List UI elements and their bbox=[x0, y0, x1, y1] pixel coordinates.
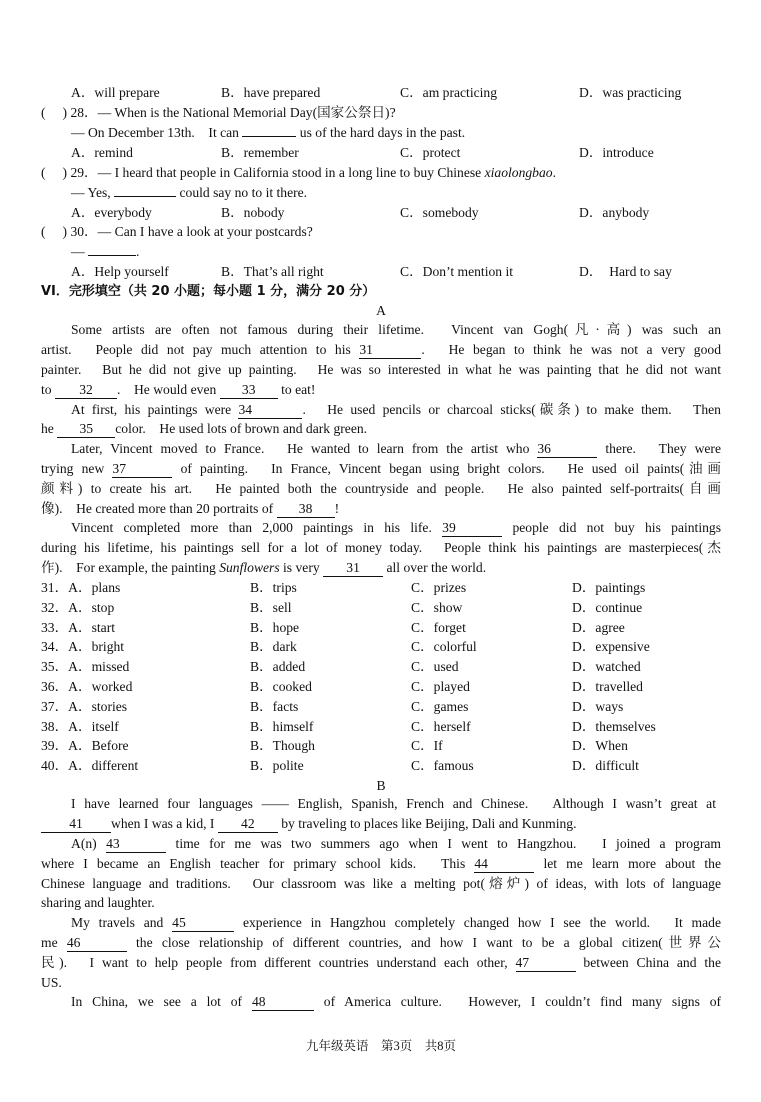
q30-answer: — . bbox=[71, 244, 140, 259]
passage-a-line-9: 颜料) to create his art. He painted both the countryside and people. He also painted self-portraits(自画 bbox=[41, 481, 721, 496]
blank-42[interactable]: 42 bbox=[218, 816, 278, 833]
blank-34[interactable]: 34 bbox=[238, 402, 302, 419]
passage-a-line-3: painter. But he did not give up painting. He was so interested in what he was painting that he did not want bbox=[41, 362, 721, 377]
passage-b-line-5: Chinese language and traditions. Our classroom was like a melting pot(熔炉) of ideas, with lots of language bbox=[41, 876, 721, 891]
page-footer: 九年级英语 第3页 共8页 bbox=[305, 1039, 456, 1053]
passage-b-label: B bbox=[376, 778, 386, 793]
choice-row: 35．A．missed B．added C．used D．watched bbox=[41, 659, 641, 674]
choice-row: 37．A．stories B．facts C．games D．ways bbox=[41, 699, 624, 714]
q30-question: ( ) 30．— Can I have a look at your postcards? bbox=[41, 224, 313, 239]
blank-31[interactable]: 31 bbox=[359, 342, 421, 359]
choice-row: 31．A．plans B．trips C．prizes D．paintings bbox=[41, 580, 646, 595]
blank-45[interactable]: 45 bbox=[172, 915, 234, 932]
q30-options bbox=[41, 262, 721, 282]
q30-option-a: A．Help yourself bbox=[71, 264, 169, 279]
q28-question: ( ) 28．— When is the National Memorial Day(国家公祭日)? bbox=[41, 105, 396, 120]
q27-option-c: C．am practicing bbox=[400, 85, 498, 100]
blank-43[interactable]: 43 bbox=[106, 836, 166, 853]
passage-b-line-8: me 46 the close relationship of different countries, and how I want to be a global citizen(世界公 bbox=[41, 935, 721, 950]
blank-35[interactable]: 35 bbox=[57, 421, 115, 438]
q29-option-d: D．anybody bbox=[579, 205, 650, 220]
passage-a-line-10: 像). He created more than 20 portraits of 38 ! bbox=[41, 501, 340, 516]
q27-option-a: A．will prepare bbox=[71, 85, 160, 100]
passage-b-line-10: US. bbox=[41, 975, 62, 990]
q28-option-d: D．introduce bbox=[579, 145, 654, 160]
q28-answer: — On December 13th. It can us of the hard days in the past. bbox=[71, 125, 466, 140]
passage-b-line-6: sharing and laughter. bbox=[41, 895, 155, 910]
blank-33[interactable]: 33 bbox=[220, 382, 278, 399]
blank-38[interactable]: 38 bbox=[277, 501, 335, 518]
passage-b-line-4: where I became an English teacher for primary school kids. This 44 let me learn more about the bbox=[41, 856, 721, 871]
passage-b-line-3: A(n) 43 time for me was two summers ago when I went to Hangzhou. I joined a program bbox=[71, 836, 721, 851]
passage-a-line-12: during his lifetime, his paintings sell for a lot of money today. People think his paintings are masterpieces(杰 bbox=[41, 540, 721, 555]
q27-option-b: B．have prepared bbox=[221, 85, 321, 100]
q30-option-c: C．Don’t mention it bbox=[400, 264, 514, 279]
choice-row: 39．A．Before B．Though C．If D．When bbox=[41, 738, 628, 753]
section-heading: VI．完形填空（共 20 小题；每小题 1 分，满分 20 分） bbox=[41, 284, 376, 299]
q30-option-b: B．That’s all right bbox=[221, 264, 324, 279]
q29-question: ( ) 29．— I heard that people in California stood in a long line to buy Chinese xiaolongbao. bbox=[41, 165, 556, 180]
blank-48[interactable]: 48 bbox=[252, 994, 314, 1011]
passage-a-line-6: he 35 color. He used lots of brown and dark green. bbox=[41, 421, 368, 436]
blank-31-repeat[interactable]: 31 bbox=[323, 560, 383, 577]
q30-option-d: D． Hard to say bbox=[579, 264, 672, 279]
q29-option-c: C．somebody bbox=[400, 205, 479, 220]
blank-36[interactable]: 36 bbox=[537, 441, 597, 458]
choice-row: 36．A．worked B．cooked C．played D．travelled bbox=[41, 679, 643, 694]
passage-a-line-7: Later, Vincent moved to France. He wanted to learn from the artist who 36 there. They were bbox=[71, 441, 721, 456]
blank-47[interactable]: 47 bbox=[516, 955, 576, 972]
q29-blank[interactable] bbox=[114, 196, 176, 197]
blank-44[interactable]: 44 bbox=[474, 856, 534, 873]
choice-row: 40．A．different B．polite C．famous D．difficult bbox=[41, 758, 639, 773]
passage-b-line-2: 41 when I was a kid, I 42 by traveling to places like Beijing, Dali and Kunming. bbox=[41, 814, 721, 834]
choice-row: 32．A．stop B．sell C．show D．continue bbox=[41, 600, 643, 615]
blank-41[interactable]: 41 bbox=[41, 816, 111, 833]
q27-options bbox=[41, 83, 721, 103]
choice-row: 33．A．start B．hope C．forget D．agree bbox=[41, 620, 625, 635]
q28-blank[interactable] bbox=[242, 136, 296, 137]
passage-b-line-7: My travels and 45 experience in Hangzhou completely changed how I see the world. It made bbox=[71, 915, 721, 930]
passage-a-line-2: artist. People did not pay much attention to his 31 . He began to think he was not a very good bbox=[41, 342, 721, 357]
choice-row: 34．A．bright B．dark C．colorful D．expensive bbox=[41, 639, 650, 654]
choice-row: 38．A．itself B．himself C．herself D．themselves bbox=[41, 719, 656, 734]
blank-39[interactable]: 39 bbox=[442, 520, 502, 537]
passage-a-line-1: Some artists are often not famous during their lifetime. Vincent van Gogh(凡·高) was such an bbox=[71, 322, 721, 337]
q27-option-d: D．was practicing bbox=[579, 85, 682, 100]
passage-a-label: A bbox=[376, 303, 386, 318]
passage-b-line-1: I have learned four languages —— English, Spanish, French and Chinese. Although I wasn’t great at bbox=[71, 796, 716, 811]
q28-option-c: C．protect bbox=[400, 145, 461, 160]
blank-32[interactable]: 32 bbox=[55, 382, 117, 399]
blank-46[interactable]: 46 bbox=[67, 935, 127, 952]
passage-a-line-4: to 32 . He would even 33 to eat! bbox=[41, 382, 316, 397]
q29-option-b: B．nobody bbox=[221, 205, 285, 220]
q29-answer: — Yes, could say no to it there. bbox=[71, 185, 308, 200]
passage-a-line-13: 作). For example, the painting Sunflowers is very 31 all over the world. bbox=[41, 560, 487, 575]
q28-option-a: A．remind bbox=[71, 145, 133, 160]
q28-options bbox=[41, 143, 721, 163]
passage-a-line-11: Vincent completed more than 2,000 paintings in his life. 39 people did not buy his paintings bbox=[71, 520, 721, 535]
passage-a-line-5: At first, his paintings were 34 . He used pencils or charcoal sticks(碳条) to make them. Then bbox=[71, 402, 721, 417]
passage-a-line-8: trying new 37 of painting. In France, Vincent began using bright colors. He used oil paints(油画 bbox=[41, 461, 721, 476]
passage-b-line-9: 民). I want to help people from different countries understand each other, 47 between China and the bbox=[41, 955, 721, 970]
q28-option-b: B．remember bbox=[221, 145, 299, 160]
blank-37[interactable]: 37 bbox=[112, 461, 172, 478]
q29-options bbox=[41, 203, 721, 223]
q29-option-a: A．everybody bbox=[71, 205, 152, 220]
q30-blank[interactable] bbox=[88, 255, 136, 256]
passage-b-line-11: In China, we see a lot of 48 of America culture. However, I couldn’t find many signs of bbox=[71, 994, 721, 1009]
